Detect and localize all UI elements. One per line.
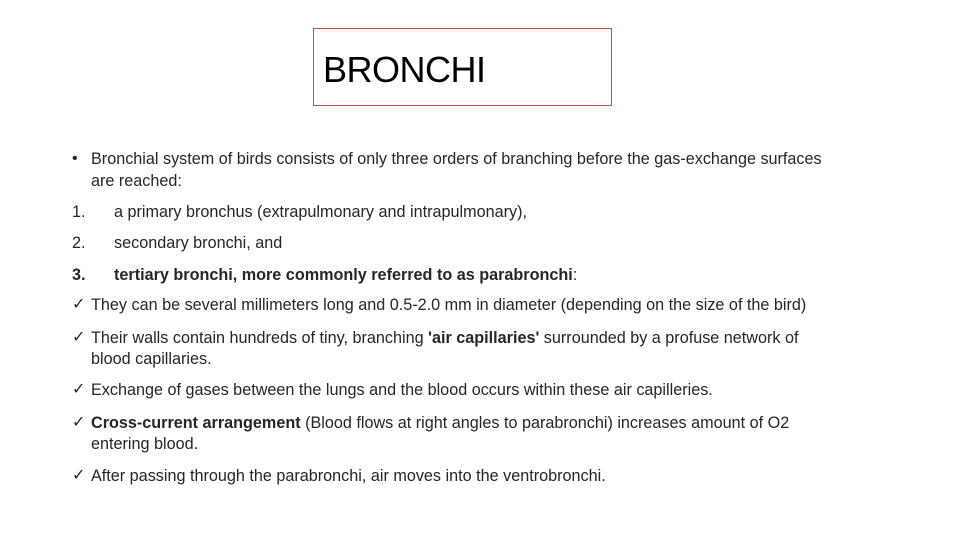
- check-item-3: Exchange of gases between the lungs and the blood occurs within these air capilleries.: [91, 381, 713, 399]
- check-item-4-line-2: entering blood.: [91, 435, 199, 453]
- list-number-2: 2.: [72, 234, 86, 252]
- check-item-2-text-a: Their walls contain hundreds of tiny, branching: [91, 329, 429, 347]
- slide-title: BRONCHI: [323, 49, 486, 90]
- check-item-2-text-b: surrounded by a profuse network of: [539, 329, 799, 347]
- list-item-3-colon: :: [572, 266, 578, 284]
- list-item-1: a primary bronchus (extrapulmonary and intrapulmonary),: [114, 203, 527, 221]
- check-icon: ✓: [72, 296, 86, 313]
- check-icon: ✓: [72, 329, 86, 346]
- check-item-2: [91, 328, 798, 348]
- list-item-3-bold: tertiary bronchi, more commonly referred to as parabronchi: [114, 266, 573, 284]
- list-item-2: secondary bronchi, and: [114, 234, 283, 252]
- check-item-4-text: (Blood flows at right angles to parabronchi) increases amount of O2: [300, 414, 790, 432]
- check-item-5: After passing through the parabronchi, air moves into the ventrobronchi.: [91, 467, 606, 485]
- check-item-2-line-2: blood capillaries.: [91, 350, 212, 368]
- bullet-line-1: Bronchial system of birds consists of only three orders of branching before the gas-exchange surfaces: [91, 150, 822, 168]
- check-item-1: They can be several millimeters long and 0.5-2.0 mm in diameter (depending on the size of the bird): [91, 296, 807, 314]
- bullet-line-2: are reached:: [91, 172, 182, 190]
- check-item-4-bold: Cross-current arrangement: [91, 414, 301, 432]
- check-item-4: [91, 413, 789, 433]
- list-number-1: 1.: [72, 203, 86, 221]
- check-icon: ✓: [72, 467, 86, 484]
- title-box: [313, 28, 612, 106]
- list-number-3: 3.: [72, 266, 86, 284]
- check-item-2-bold: 'air capillaries': [428, 329, 540, 347]
- check-icon: ✓: [72, 381, 86, 398]
- bullet-marker: •: [72, 150, 78, 167]
- list-item-3: [114, 265, 577, 285]
- check-icon: ✓: [72, 414, 86, 431]
